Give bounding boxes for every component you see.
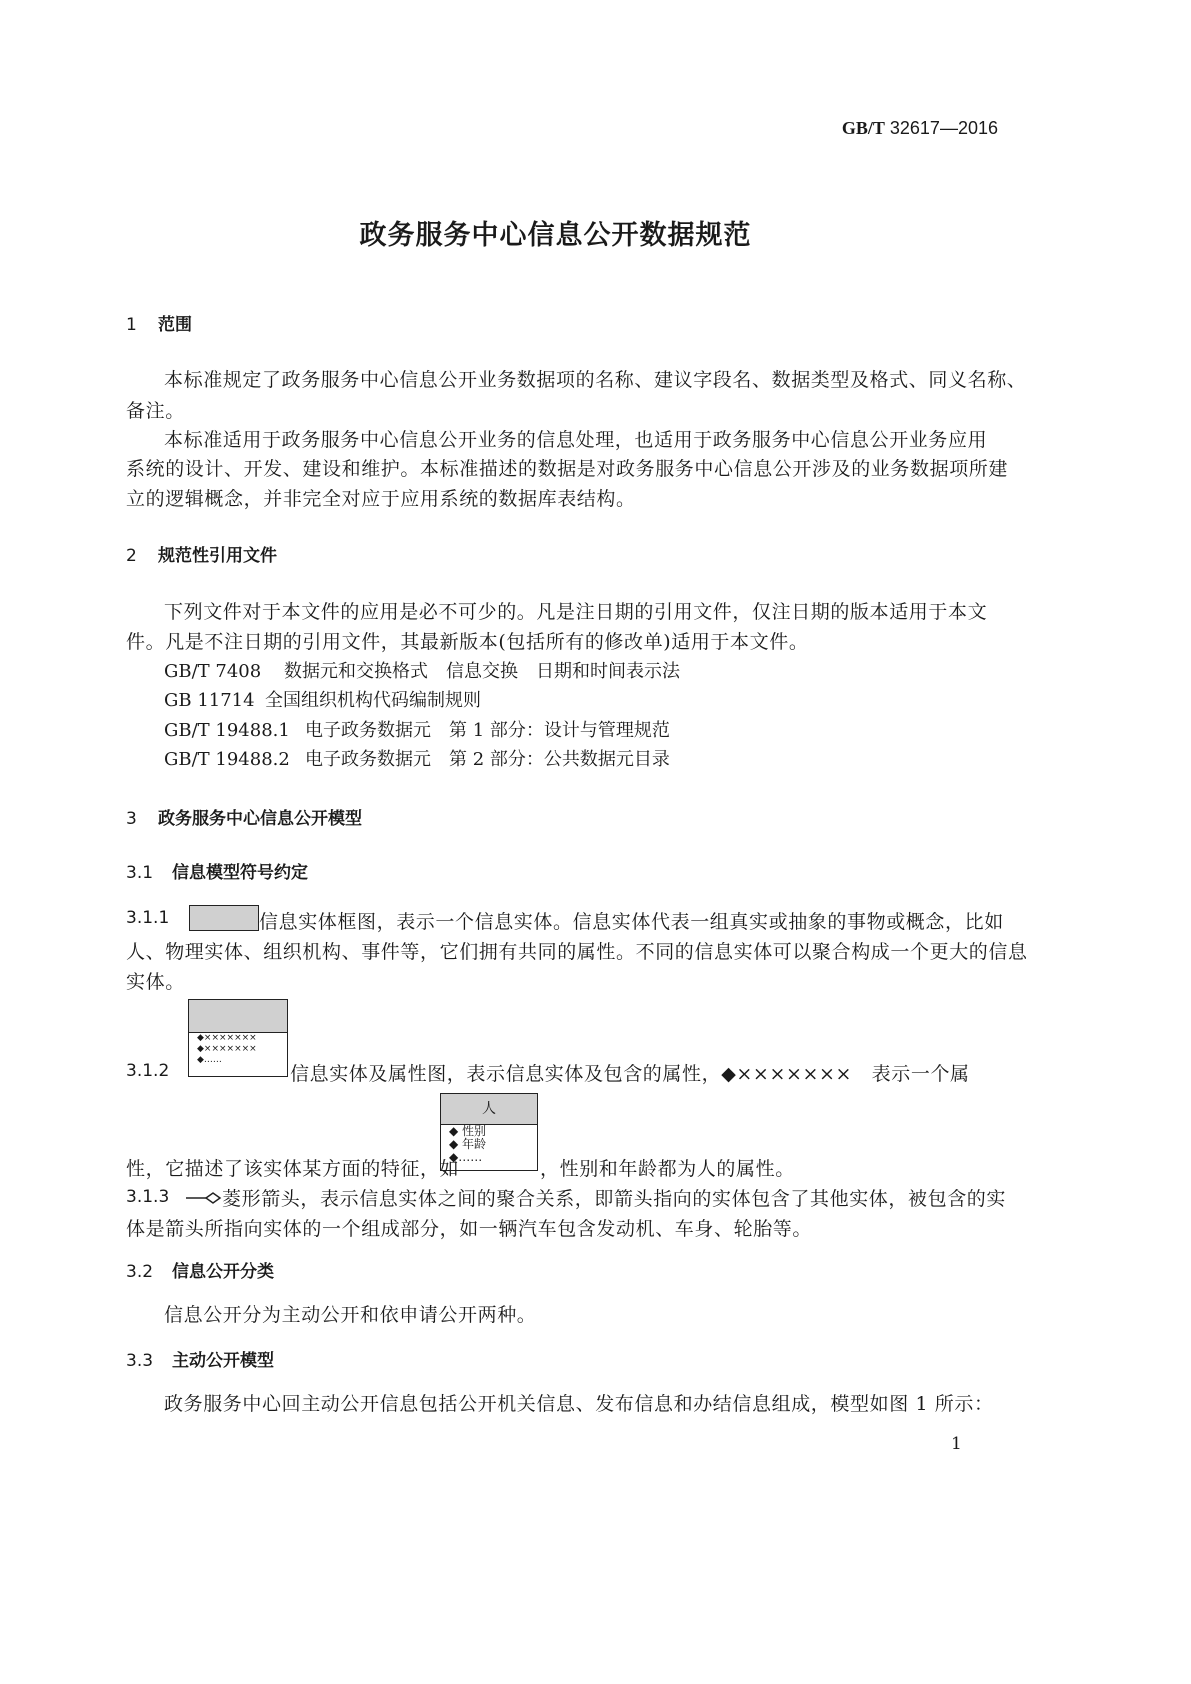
sec2-para-line1: 下列文件对于本文件的应用是必不可少的。凡是注日期的引用文件，仅注日期的版本适用于本文	[164, 601, 988, 623]
sec2-para-line2: 件。凡是不注日期的引用文件，其最新版本(包括所有的修改单)适用于本文件。	[126, 631, 809, 653]
section-3-heading: 3 政务服务中心信息公开模型	[126, 809, 362, 829]
clause-3-1-1-line3: 实体。	[126, 971, 185, 993]
person-entity-title: 人	[441, 1094, 537, 1125]
section-3-3-heading: 3.3 主动公开模型	[126, 1351, 274, 1371]
clause-3-1-2-line2-end: ，性别和年龄都为人的属性。	[540, 1158, 795, 1180]
sec1-para1-line1: 本标准规定了政务服务中心信息公开业务数据项的名称、建议字段名、数据类型及格式、同义名称、	[164, 369, 1027, 391]
attribute-row: ◆×××××××	[197, 1033, 257, 1043]
clause-3-1-3-number: 3.1.3	[126, 1187, 170, 1207]
section-3-1-heading: 3.1 信息模型符号约定	[126, 863, 308, 883]
clause-3-1-1-line1: 信息实体框图，表示一个信息实体。信息实体代表一组真实或抽象的事物或概念，比如	[259, 911, 1004, 933]
attribute-row: ◆……	[449, 1150, 483, 1164]
attribute-row: ◆……	[197, 1055, 222, 1065]
section-3-2-heading: 3.2 信息公开分类	[126, 1262, 274, 1282]
sec1-para2-line2: 系统的设计、开发、建设和维护。本标准描述的数据是对政务服务中心信息公开涉及的业务数据项所建	[126, 458, 1009, 480]
attribute-row: ◆ 年龄	[449, 1137, 487, 1151]
clause-3-1-3-line2: 体是箭头所指向实体的一个组成部分，如一辆汽车包含发动机、车身、轮胎等。	[126, 1218, 813, 1240]
entity-attribute-symbol	[188, 999, 288, 1077]
clause-3-1-2-line1: 信息实体及属性图，表示信息实体及包含的属性，◆××××××× 表示一个属	[290, 1063, 970, 1085]
reference-item: GB/T 19488.1 电子政务数据元 第 1 部分：设计与管理规范	[164, 720, 670, 741]
attribute-row: ◆ 性别	[449, 1124, 487, 1138]
clause-3-1-2-line2-start: 性，它描述了该实体某方面的特征，如	[126, 1158, 460, 1180]
section-2-heading: 2 规范性引用文件	[126, 546, 277, 566]
document-title: 政务服务中心信息公开数据规范	[359, 220, 752, 251]
sec33-paragraph: 政务服务中心回主动公开信息包括公开机关信息、发布信息和办结信息组成，模型如图 1 所示：	[164, 1393, 994, 1415]
sec1-para1-line2: 备注。	[126, 400, 185, 422]
clause-3-1-1-line2: 人、物理实体、组织机构、事件等，它们拥有共同的属性。不同的信息实体可以聚合构成一个更大的信息	[126, 941, 1028, 963]
clause-3-1-1-number: 3.1.1	[126, 908, 170, 928]
clause-3-1-2-number: 3.1.2	[126, 1061, 170, 1081]
reference-item: GB/T 19488.2 电子政务数据元 第 2 部分：公共数据元目录	[164, 749, 670, 770]
reference-item: GB/T 7408 数据元和交换格式 信息交换 日期和时间表示法	[164, 661, 680, 682]
section-1-heading: 1 范围	[126, 315, 192, 335]
reference-item: GB 11714 全国组织机构代码编制规则	[164, 690, 481, 711]
sec1-para2-line1: 本标准适用于政务服务中心信息公开业务的信息处理，也适用于政务服务中心信息公开业务应用	[164, 429, 988, 451]
clause-3-1-3-line1: 菱形箭头，表示信息实体之间的聚合关系，即箭头指向的实体包含了其他实体，被包含的实	[222, 1188, 1007, 1210]
diamond-arrow-icon	[186, 1188, 222, 1208]
sec32-paragraph: 信息公开分为主动公开和依申请公开两种。	[164, 1304, 537, 1326]
page-number: 1	[951, 1434, 962, 1454]
entity-box-symbol	[189, 905, 259, 931]
attribute-row: ◆×××××××	[197, 1044, 257, 1054]
standard-code-header: GB/T 32617—2016	[841, 118, 998, 138]
sec1-para2-line3: 立的逻辑概念，并非完全对应于应用系统的数据库表结构。	[126, 488, 636, 510]
